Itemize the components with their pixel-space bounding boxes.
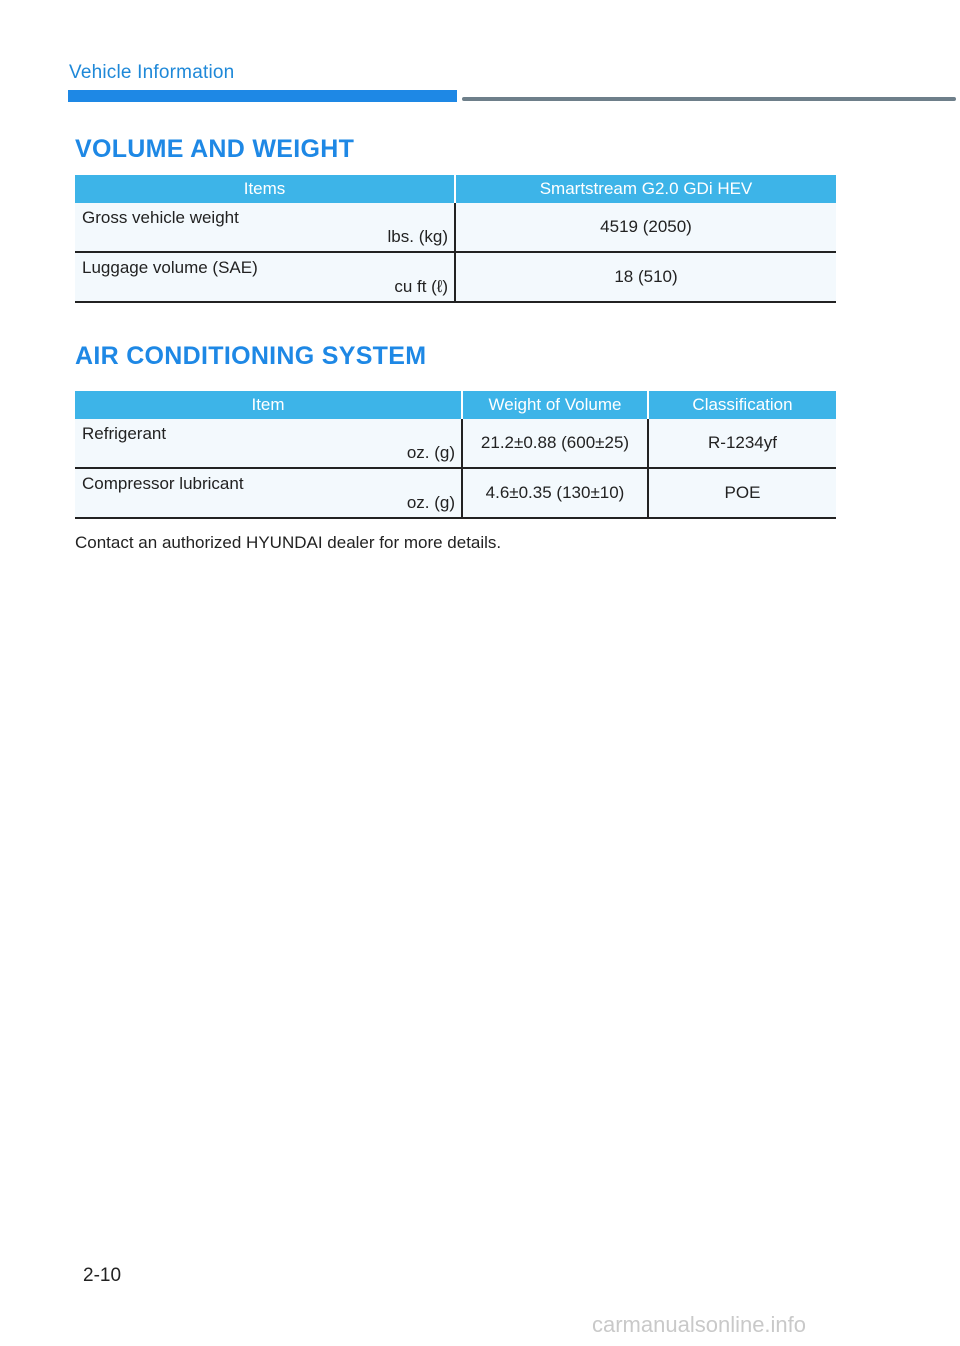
item-name: Refrigerant [82, 424, 167, 443]
item-cell [75, 252, 455, 302]
column-header-item: Item [75, 391, 462, 419]
item-name: Luggage volume (SAE) [82, 258, 258, 277]
value-cell: 4519 (2050) [455, 203, 836, 252]
column-header-engine: Smartstream G2.0 GDi HEV [455, 175, 836, 203]
table-header-row [75, 175, 836, 203]
column-header-classification: Classification [648, 391, 836, 419]
dealer-note: Contact an authorized HYUNDAI dealer for more details. [75, 533, 502, 552]
item-cell [75, 203, 455, 252]
classification-cell: R-1234yf [648, 419, 836, 468]
header-accent-bar [68, 90, 457, 102]
item-unit: oz. (g) [406, 443, 455, 462]
weight-cell: 4.6±0.35 (130±10) [462, 468, 648, 518]
column-header-items: Items [75, 175, 455, 203]
item-unit: oz. (g) [406, 493, 455, 512]
page-header-title: Vehicle Information [69, 62, 235, 83]
item-name: Gross vehicle weight [82, 208, 239, 227]
column-header-weight: Weight of Volume [462, 391, 648, 419]
item-cell [75, 468, 462, 518]
page-number: 2-10 [83, 1265, 122, 1286]
item-unit: cu ft (ℓ) [394, 277, 448, 296]
watermark: carmanualsonline.info [592, 1312, 807, 1337]
table-header-row [75, 391, 836, 419]
table-row [75, 468, 836, 518]
item-cell [75, 419, 462, 468]
classification-cell: POE [648, 468, 836, 518]
value-cell: 18 (510) [455, 252, 836, 302]
item-unit: lbs. (kg) [387, 227, 448, 246]
table-row [75, 419, 836, 468]
item-name: Compressor lubricant [82, 474, 244, 493]
air-conditioning-section-title: AIR CONDITIONING SYSTEM [75, 342, 427, 370]
air-conditioning-table [75, 391, 836, 519]
volume-weight-section-title: VOLUME AND WEIGHT [75, 135, 355, 163]
header-divider-line [462, 97, 956, 101]
volume-weight-table [75, 175, 836, 303]
table-row [75, 252, 836, 302]
weight-cell: 21.2±0.88 (600±25) [462, 419, 648, 468]
table-row [75, 203, 836, 252]
